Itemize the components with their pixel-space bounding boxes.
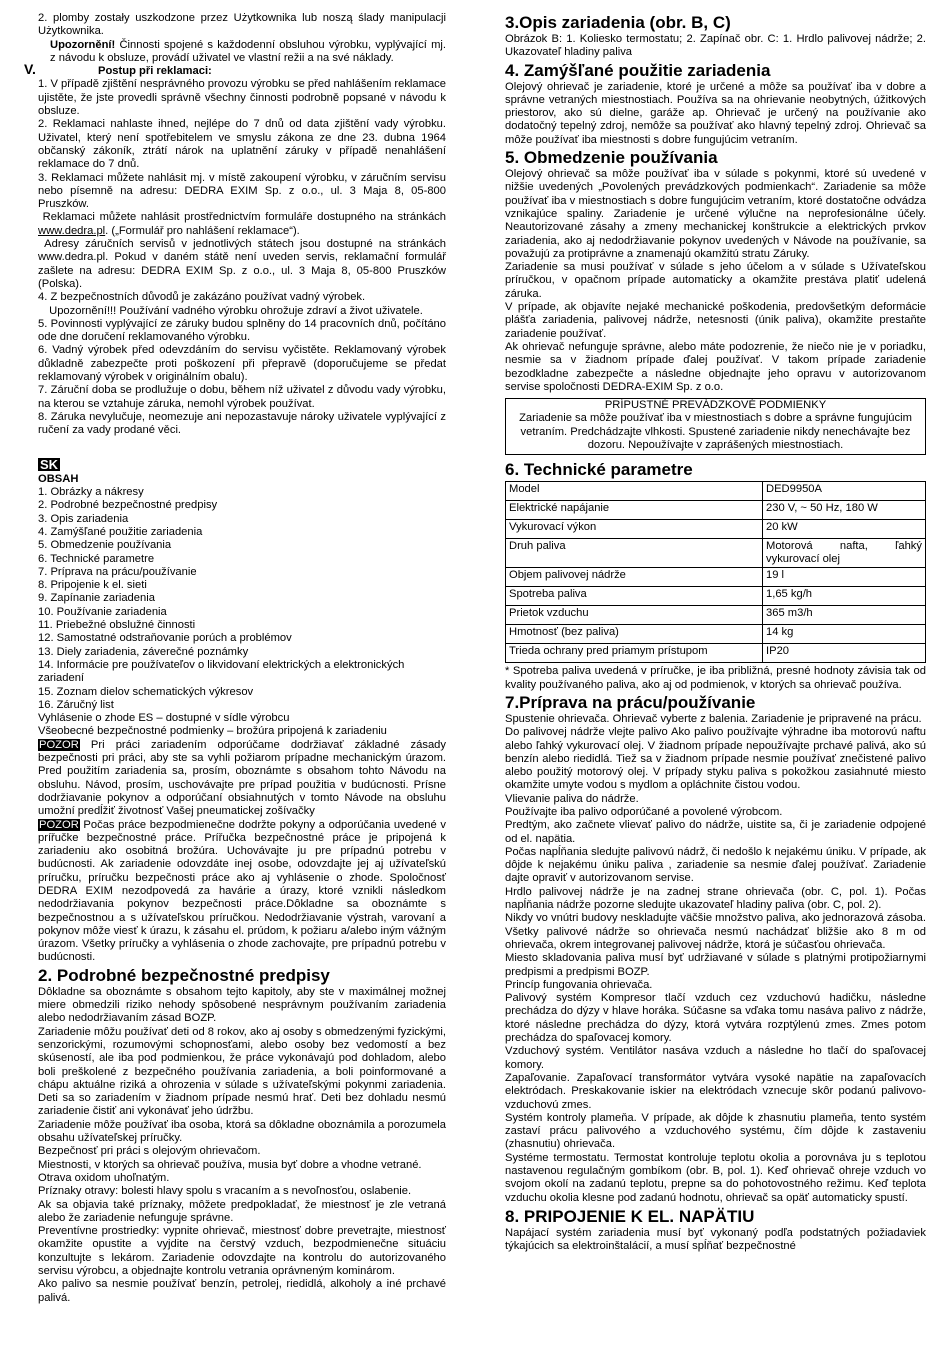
spec-value: DED9950A	[763, 482, 926, 501]
website-link[interactable]: www.dedra.pl	[38, 224, 106, 237]
spec-value: 20 kW	[763, 520, 926, 539]
paragraph: Palivový systém Kompresor tlačí vzduch cez vzduchovú hadičku, následne prechádza do dýzy v hlave horáka. Súčasne sa vďaka tomu nasáva palivo z nádrže, ktoré následne prechádza do dýzy, ktorá vytvára rozptýlenú zmes. Zmes potom prechádza do spaľovacej komory.	[505, 992, 926, 1045]
table-note: * Spotreba paliva uvedená v príručke, je iba približná, presné hodnoty závisia tak od kvality používaného paliva, ako aj od podmienok, v ktorých sa ohrievač používa.	[505, 665, 926, 691]
paragraph: Spustenie ohrievača. Ohrievač vyberte z balenia. Zariadenie je pripravené na prácu.	[505, 712, 922, 725]
spec-label: Prietok vzduchu	[506, 606, 763, 625]
section-v-mark: V.	[24, 61, 36, 78]
section-heading: 2. Podrobné bezpečnostné predpisy	[38, 965, 330, 985]
toc-item: 2. Podrobné bezpečnostné predpisy	[38, 499, 218, 512]
toc-title: OBSAH	[38, 472, 79, 485]
paragraph: Hrdlo palivovej nádrže je na zadnej strane ohrievača (obr. C, pol. 1). Počas napĺňania nádrže pozorne sledujte ukazovateľ hladiny paliva (obr. C, pol. 2).	[505, 885, 926, 912]
paragraph: Ak sa objavia také príznaky, môžete predpokladať, že miestnosť je zle vetraná alebo že zariadenie nefunguje správne.	[38, 1198, 446, 1224]
section-heading: 7.Príprava na prácu/používanie	[505, 692, 756, 712]
paragraph: Zapaľovanie. Zapaľovací transformátor vytvára vysoké napätie na zapaľovacích elektródach. Preskakovanie iskier na elektródach vznecuje skôr podanú palivovo-vzduchovú zmes.	[505, 1071, 926, 1111]
list-item: 6. Vadný výrobek před odevzdáním do servisu vyčistěte. Reklamovaný výrobek důkladně zabezpečte proti poškození při přepravě (doporučujeme se předat reklamovaný výrobek v originálním obalu).	[38, 344, 446, 384]
text-span: Reklamaci můžete nahlásit prostřednictvím formuláře dostupného na stránkách	[38, 211, 446, 224]
paragraph: Bezpečnosť pri práci s olejovým ohrievačom.	[38, 1145, 261, 1158]
warning-paragraph	[38, 39, 446, 66]
toc-item: 5. Obmedzenie používania	[38, 539, 172, 552]
list-item: 3. Reklamaci můžete nahlásit mj. v místě zakoupení výrobku, v záručním servisu nebo písemně na adresu: DEDRA EXIM Sp. z o.o., ul. 3 Maja 8, 05-800 Pruszków.	[38, 171, 446, 211]
toc-item: 7. Príprava na prácu/používanie	[38, 565, 197, 578]
table-row	[506, 568, 926, 587]
spec-label: Trieda ochrany pred priamym prístupom	[506, 644, 763, 663]
paragraph: Počas napĺňania sledujte palivovú nádrž, či nedošlo k nejakému úniku. V prípade, ak dôjde k nejakému úniku paliva , zariadenie sa nesmie ďalej používať. Zariadenie dajte opraviť v autorizovanom servise.	[505, 845, 926, 885]
paragraph: Princíp fungovania ohrievača.	[505, 978, 653, 991]
caution-paragraph	[38, 739, 446, 819]
spec-label: Spotreba paliva	[506, 587, 763, 606]
spec-label: Vykurovací výkon	[506, 520, 763, 539]
paragraph: Otrava oxidom uhoľnatým.	[38, 1171, 170, 1184]
list-item: 1. V případě zjištění nesprávného provozu výrobku se před nahlášením reklamace ujistěte, že jste provedli správně všechny činnosti podrobně popsané v návodu k obsluze.	[38, 78, 446, 118]
spec-value: 14 kg	[763, 625, 926, 644]
paragraph: Nikdy vo vnútri budovy neskladujte väčšie množstvo paliva, ako jednorazová zásoba.	[505, 912, 927, 925]
table-row	[506, 644, 926, 663]
toc-item: 8. Pripojenie k el. sieti	[38, 579, 147, 592]
section-v-heading	[24, 61, 446, 78]
toc-item: 15. Zoznam dielov schematických výkresov	[38, 685, 254, 698]
table-row	[506, 625, 926, 644]
paragraph: Do palivovej nádrže vlejte palivo Ako palivo používajte výhradne iba motorovú naftu alebo ľahký vykurovací olej. V žiadnom prípade nepoužívajte prchavé palivá, ako sú benzín alebo riedidlá. Tiež sa v žiadnom prípade nesmie používať znečistené palivo alebo použitý motorový olej. V prípady styku paliva s pokožkou zasiahnuté miesto okamžite umyte vodou s mydlom a opláchnite čistou vodou.	[505, 726, 926, 792]
paragraph: Adresy záručních servisů v jednotlivých státech jsou dostupné na stránkách www.dedra.pl. Pokud v daném státě není uveden servis, reklamační formulář zašlete na adresu: DEDRA EXIM Sp. z o.o., ul. 3 Maja 8, 05-800 Pruszków (Polska).	[38, 238, 446, 290]
paragraph: Zariadenie sa musi používať v súlade s jeho účelom a v súlade s Užívateľskou príručkou, v opačnom prípade automaticky a okamžite prestáva platiť udelená záruka.	[505, 261, 926, 300]
spec-table	[505, 481, 926, 663]
toc-item: Všeobecné bezpečnostné podmienky – brožúra pripojená k zariadeniu	[38, 725, 387, 738]
caution-text: Počas práce bezpodmienečne dodržte pokyny a odporúčania uvedené v prířučke bezpečnostné práce. Prířučka bezpečnostné práce je pripojená k zariadeniu ako osobitná brožúra. Uchovávajte ju pre prípadnú potrebu v budúcnosti. Ak zariadenie odovzdáte inej osobe, odovzdajte jej aj užívateľskú príručku, príručku bezpečnosti práce ako aj vyhlásenie o zhode. Spoločnosť DEDRA EXIM nezodpovedá za havárie a úrazy, ktoré vznikli následkom nedodržiavania pokynov bezpečnosti práce.Dôkladne sa oboznámte s bezpečnostnou a s užívateľskou príručkou. Nedodržiavanie výstrah, varovaní a pokynov môže viesť k úrazu, k zásahu el. prúdom, k požiaru a/alebo iným vážným úrazom. Všetky príručky a vyhlásenia o zhode zachovajte, pre prípadnú potrebu v budúcnosti.	[38, 818, 446, 964]
spec-label: Hmotnosť (bez paliva)	[506, 625, 763, 644]
spec-value: Motorová nafta, ľahký vykurovací olej	[763, 539, 926, 568]
paragraph: Zariadenie môže používať iba osoba, ktorá sa dôkladne oboznámila a porozumela obsahu užívateľskej príručky.	[38, 1118, 446, 1145]
section-heading: 4. Zamýšľané použitie zariadenia	[505, 60, 771, 80]
paragraph: Miestnosti, v ktorých sa ohrievač používa, musia byť dobre a vhodne vetrané.	[38, 1158, 422, 1171]
box-title: PRÍPUSTNÉ PREVÁDZKOVÉ PODMIENKY	[604, 399, 827, 412]
paragraph: Vlievanie paliva do nádrže.	[505, 792, 639, 805]
table-row	[506, 482, 926, 501]
warning-text: Činnosti spojené s každodenní obsluhou výrobku, vyplývající mj. z návodu k obsluze, provádí uživatel ve vlastní režii a na své náklady.	[50, 38, 446, 64]
text-span: . („Formulář pro nahlášení reklamace“).	[105, 224, 300, 237]
toc-item: 13. Diely zariadenia, záverečné poznámky	[38, 645, 249, 658]
toc-item: 3. Opis zariadenia	[38, 512, 129, 525]
spec-label: Objem palivovej nádrže	[506, 568, 763, 587]
spec-label: Elektrické napájanie	[506, 501, 763, 520]
section-v-title: Postup při reklamaci:	[98, 65, 212, 78]
paragraph: Systém kontroly plameňa. V prípade, ak dôjde k zhasnutiu plameňa, tento systém zastaví prácu palivového a vzduchového systému, čím dôjde k zastaveniu (zhasnutiu) ohrievača.	[505, 1111, 926, 1151]
paragraph: Predtým, ako začnete vlievať palivo do nádrže, uistite sa, či je zariadenie odpojené od el. napätia.	[505, 819, 926, 845]
spec-value: 1,65 kg/h	[763, 587, 926, 606]
table-row	[506, 539, 926, 568]
caution-text: Pri práci zariadením odporúčame dodržiavať základné zásady bezpečnosti pri práci, aby ste sa vyhli požiarom prípadne mechanickým úrazom. Pred použitím zariadenia sa, prosím, oboznámte s obsahom tohto Návodu na obsluhu. Návod, prosím, uschovávajte pre prípad použitia v budúcnosti. Prísne dodržiavanie pokynov a odporúčaní obsiahnutých v tomto Návode na obsluhu umožní predĺžiť životnosť Vašej pneumatickej zošívačky	[38, 738, 446, 818]
table-row	[506, 520, 926, 539]
paragraph: Napájací systém zariadenia musí byť vykonaný podľa podstatných požiadaviek týkajúcich sa elektroinštalácií, a musí spĺňať bezpečnostné	[505, 1226, 926, 1253]
paragraph: Olejový ohrievač sa môže používať iba v súlade s pokynmi, ktoré sú uvedené v nižšie uvedených „Povolených prevádzkových podmienkach“. Zariadenie sa môže používať iba v miestnostiach s dobre fungujúcim vetraním, ktoré dostatočne odvádza vznikajúce spaliny. Zariadenie je určené výlučne na neprofesionálne účely. Neautorizované zásahy a zmeny mechanickej konštrukcie a elektrických prvkov zariadenia, ako aj nedodržiavanie pokynov uvedených v Návode na používanie, sa považujú za protiprávne a znamenajú okamžitú stratu Záruky.	[505, 168, 926, 260]
toc-item: 11. Priebežné obslužné činnosti	[38, 619, 196, 632]
toc-item: 4. Zamýšľané použitie zariadenia	[38, 525, 203, 538]
paragraph: Všetky palivové nádrže so ohrievača nesmú nachádzať bližšie ako 8 m od ohrievača, okrem integrovanej palivovej nádrže, ktorá je súčasťou ohrievača.	[505, 925, 926, 951]
paragraph: Používajte iba palivo odporúčané a povolené výrobcom.	[505, 805, 783, 818]
paragraph: Vzduchový systém. Ventilátor nasáva vzduch a následne ho tlačí do spaľovacej komory.	[505, 1045, 926, 1071]
toc-item: 1. Obrázky a nákresy	[38, 486, 144, 499]
paragraph: Systéme termostatu. Termostat kontroluje teplotu okolia a porovnáva ju s teplotou nastavenou regulačným gombíkom (obr. B, pol. 1). Keď ohrievač ohreje vzduch vo svojom okolí na zadanú teplotu, prepne sa do pohotovostného režimu. Keď teplota vzduchu okolia klesne pod zadanú hodnotu, ohrievač sa opäť automaticky spustí.	[505, 1151, 926, 1204]
spec-label: Model	[506, 482, 763, 501]
right-column	[505, 12, 926, 1253]
toc-item: 9. Zapínanie zariadenia	[38, 592, 155, 605]
caution-badge: POZOR	[39, 738, 79, 751]
paragraph: 2. plomby zostały uszkodzone przez Użytkownika lub noszą ślady manipulacji Użytkownika.	[38, 12, 446, 38]
operating-conditions-box	[505, 398, 926, 455]
paragraph: V prípade, ak objavíte nejaké mechanické poškodenia, predovšetkým deformácie plášťa zariadenia, palivovej nádrže, netesnosti (únik paliva), okamžite prestaňte zariadenie používať.	[505, 301, 926, 340]
language-badge: SK	[40, 456, 59, 472]
paragraph: Ako palivo sa nesmie používať benzín, petrolej, riedidlá, alkoholy a iné prchavé palivá.	[38, 1278, 446, 1304]
section-heading: 8. PRIPOJENIE K EL. NAPÄTIU	[505, 1206, 755, 1226]
section-heading: 6. Technické parametre	[505, 460, 693, 480]
paragraph	[38, 211, 446, 238]
list-item: 7. Záruční doba se prodlužuje o dobu, během níž uživatel z důvodu vady výrobku, na kterou se vztahuje záruka, nemohl výrobek používat.	[38, 384, 446, 410]
table-row	[506, 501, 926, 520]
table-row	[506, 606, 926, 625]
toc-item: 6. Technické parametre	[38, 552, 155, 565]
table-of-contents	[38, 486, 446, 739]
section-heading: 5. Obmedzenie používania	[505, 148, 718, 168]
toc-item: Vyhlásenie o zhode ES – dostupné v sídle výrobcu	[38, 712, 290, 725]
box-text: Zariadenie sa môže používať iba v miestnostiach s dobre a správne fungujúcim vetraním. Predchádzajte vlhkosti. Spustené zariadenie nikdy nenechávajte bez dozoru. Nepoužívajte v zaprášených miestnostiach.	[519, 412, 912, 452]
paragraph: Preventívne prostriedky: vypnite ohrievač, miestnosť dobre prevetrajte, miestnosť okamžite opustite a vyjdite na čerstvý vzduch, bezpodmienečne situáciu konzultujte s lekárom. Zariadenie odovzdajte na kontrolu do autorizovaného servisu výrobcu, a objednajte kontrolu vetrania oprávneným kominárom.	[38, 1225, 446, 1278]
list-item: 8. Záruka nevylučuje, neomezuje ani nepozastavuje nároky uživatele vyplývající z ručení za vady prodané věci.	[38, 410, 446, 437]
toc-item: 12. Samostatné odstraňovanie porúch a problémov	[38, 632, 292, 645]
table-row	[506, 587, 926, 606]
paragraph: Miesto skladovania paliva musí byť udržiavané v súlade s platnými protipožiarnymi predpismi a predpismi BOZP.	[505, 952, 926, 978]
paragraph: Upozornění!!! Používání vadného výrobku ohrožuje zdraví a život uživatele.	[46, 304, 423, 317]
paragraph: Olejový ohrievač je zariadenie, ktoré je určené a môže sa používať iba v dobre a správne vetraných miestnostiach. Používa sa na ohrievanie neobytných, úžitkových priestorov, ako sú dielne, garáže ap. Ohrievač je určený na používanie ako dodatočný tepelný zdroj, nemôže sa používať ako hlavný tepelný zdroj. Ohrievač sa môže používať iba miestnosti s dobre fungujúcim vetraním.	[505, 80, 926, 146]
paragraph: Dôkladne sa oboznámte s obsahom tejto kapitoly, aby ste v maximálnej možnej miere obmedzili riziko nehody spôsobené nesprávnym používaním zariadenia alebo nedodržiavaním zásad BOZP.	[38, 985, 446, 1025]
paragraph: Príznaky otravy: bolesti hlavy spolu s vracaním a s nevoľnosťou, oslabenie.	[38, 1185, 412, 1198]
toc-item: 14. Informácie pre používateľov o likvidovaní elektrických a elektronických zariadení	[38, 658, 405, 685]
paragraph: Zariadenie môžu používať deti od 8 rokov, ako aj osoby s obmedzenými fyzickými, senzorickými, rozumovými schopnosťami, alebo osoby bez vedomostí a bez skúseností, ale iba pod podmienkou, že práce vykonávajú pod dohladom, alebo boli preškolené z bezpečného používania zariadenia, a boli poinformované a chápu aktuálne riziká a ohrozenia v súlade s užívateľskými pokynmi zariadenia. Deti sa so zariadením v žiadnom prípade nesmú hrať. Deti bez dohladu nesmú zariadenie čistiť ani vykonávať jeho údržbu.	[38, 1025, 446, 1118]
paragraph: Ak ohrievač nefunguje správne, alebo máte podozrenie, že niečo nie je v poriadku, nesmie sa v žiadnom prípade ďalej používať. V takom prípade zariadenie bezodkladne zabezpečte a následne objednajte jeho opravu v autorizovanom servise spoločnosti DEDRA-EXIM Sp. z o.o.	[505, 340, 926, 393]
toc-item: 10. Používanie zariadenia	[38, 605, 167, 618]
list-item: 4. Z bezpečnostních důvodů je zakázáno používat vadný výrobek.	[38, 291, 366, 304]
left-column	[24, 12, 446, 1305]
spec-value: 19 l	[763, 568, 926, 587]
spec-value: 365 m3/h	[763, 606, 926, 625]
warning-label: Upozornění!	[50, 38, 116, 51]
spec-label: Druh paliva	[506, 539, 763, 568]
spec-value: 230 V, ~ 50 Hz, 180 W	[763, 501, 926, 520]
caution-paragraph	[38, 819, 446, 965]
list-item: 2. Reklamaci nahlaste ihned, nejlépe do 7 dnů od data zjištění vady výrobku. Uživatel, který není spotřebitelem ve smyslu zákona ze dne 23. dubna 1964 občanský zákoník, ztrátí nárok na uplatnění záruky v případě nenahlášení reklamace do 7 dnů.	[38, 118, 446, 171]
spec-value: IP20	[763, 644, 926, 663]
list-item: 5. Povinnosti vyplývající ze záruky budou splněny do 14 pracovních dnů, počítáno ode dne doručení reklamovaného výrobku.	[38, 317, 446, 344]
caution-badge: POZOR	[39, 818, 79, 831]
paragraph: Obrázok B: 1. Koliesko termostatu; 2. Zapínač obr. C: 1. Hrdlo palivovej nádrže; 2. Ukazovateľ hladiny paliva	[505, 33, 926, 59]
toc-item: 16. Záručný list	[38, 698, 114, 711]
section-heading: 3.Opis zariadenia (obr. B, C)	[505, 13, 731, 32]
